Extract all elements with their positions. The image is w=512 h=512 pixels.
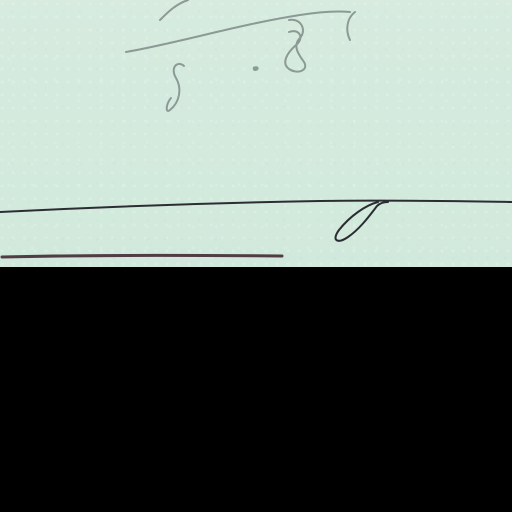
pencil-upper-stroke	[160, 0, 188, 20]
masked-area	[0, 267, 512, 512]
signature-loop-mark	[336, 202, 388, 241]
pencil-right-tick	[347, 12, 355, 40]
lower-ink-stroke	[2, 255, 282, 257]
pencil-dot	[253, 66, 259, 71]
pencil-digit-five	[167, 64, 184, 111]
signature-rule-line	[0, 201, 512, 212]
pencil-digit-eight	[285, 20, 305, 72]
pencil-top-line	[126, 11, 350, 52]
